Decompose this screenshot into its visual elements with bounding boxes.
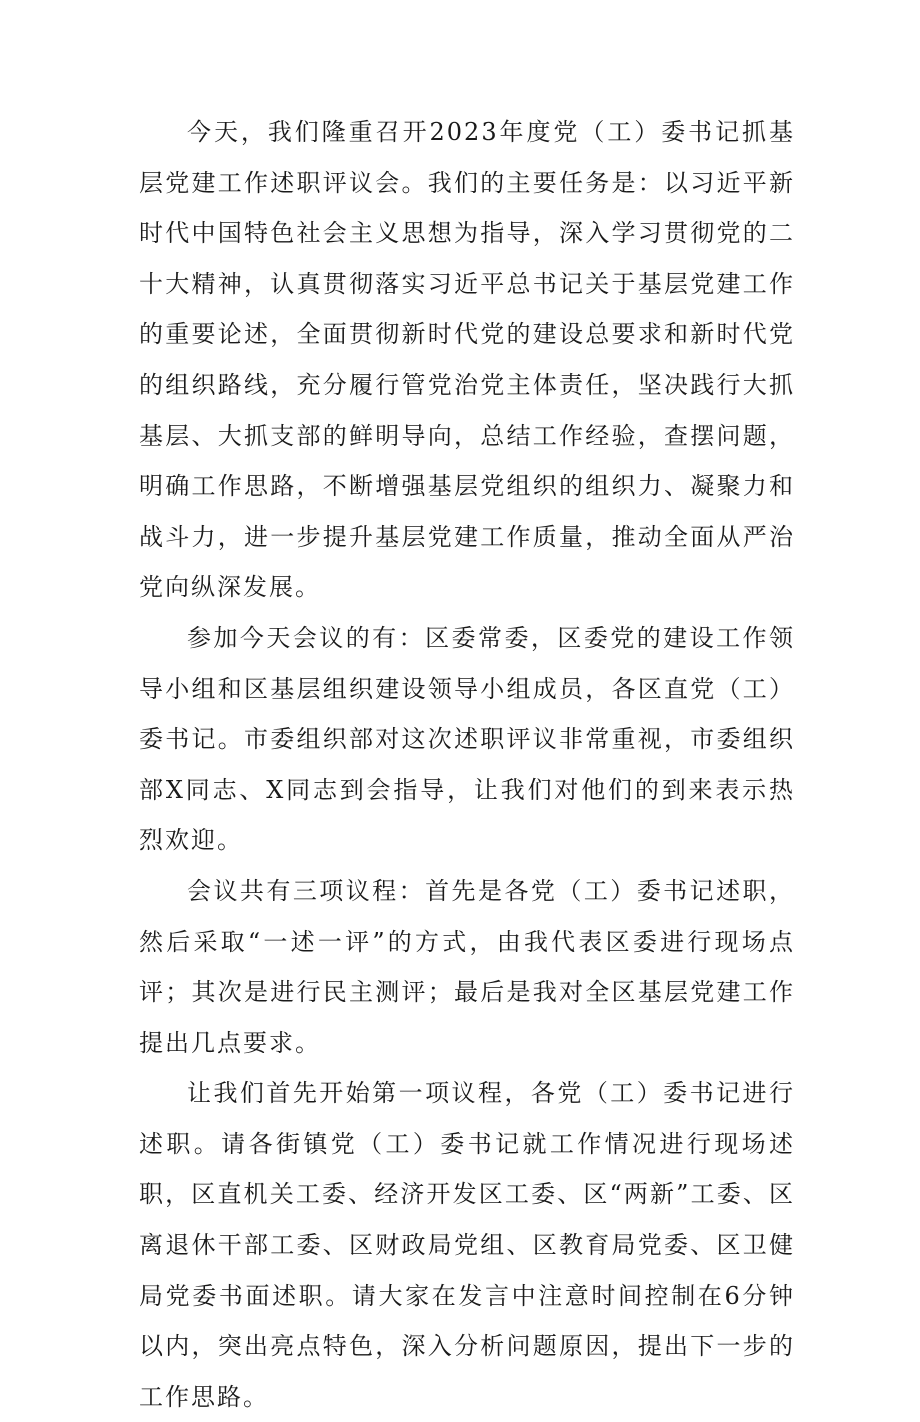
paragraph-attendees: 参加今天会议的有：区委常委，区委党的建设工作领导小组和区基层组织建设领导小组成员，各区直党（工）委书记。市委组织部对这次述职评议非常重视，市委组织部X同志、X同志到会指导，让我们对他们的到来表示热烈欢迎。 [139, 623, 795, 855]
paragraph-first-item: 让我们首先开始第一项议程，各党（工）委书记进行述职。请各街镇党（工）委书记就工作情况进行现场述职，区直机关工委、经济开发区工委、区“两新”工委、区离退休干部工委、区财政局党组、区教育局党委、区卫健局党委书面述职。请大家在发言中注意时间控制在6分钟以内，突出亮点特色，深入分析问题原因，提出下一步的工作思路。 [139, 1079, 795, 1411]
paragraph-agenda: 会议共有三项议程：首先是各党（工）委书记述职，然后采取“一述一评”的方式，由我代表区委进行现场点评；其次是进行民主测评；最后是我对全区基层党建工作提出几点要求。 [139, 876, 795, 1057]
paragraph-opening: 今天，我们隆重召开2023年度党（工）委书记抓基层党建工作述职评议会。我们的主要任务是：以习近平新时代中国特色社会主义思想为指导，深入学习贯彻党的二十大精神，认真贯彻落实习近平总书记关于基层党建工作的重要论述，全面贯彻新时代党的建设总要求和新时代党的组织路线，充分履行管党治党主体责任，坚决践行大抓基层、大抓支部的鲜明导向，总结工作经验，查摆问题，明确工作思路，不断增强基层党组织的组织力、凝聚力和战斗力，进一步提升基层党建工作质量，推动全面从严治党向纵深发展。 [139, 118, 795, 602]
document-body [139, 107, 795, 1422]
